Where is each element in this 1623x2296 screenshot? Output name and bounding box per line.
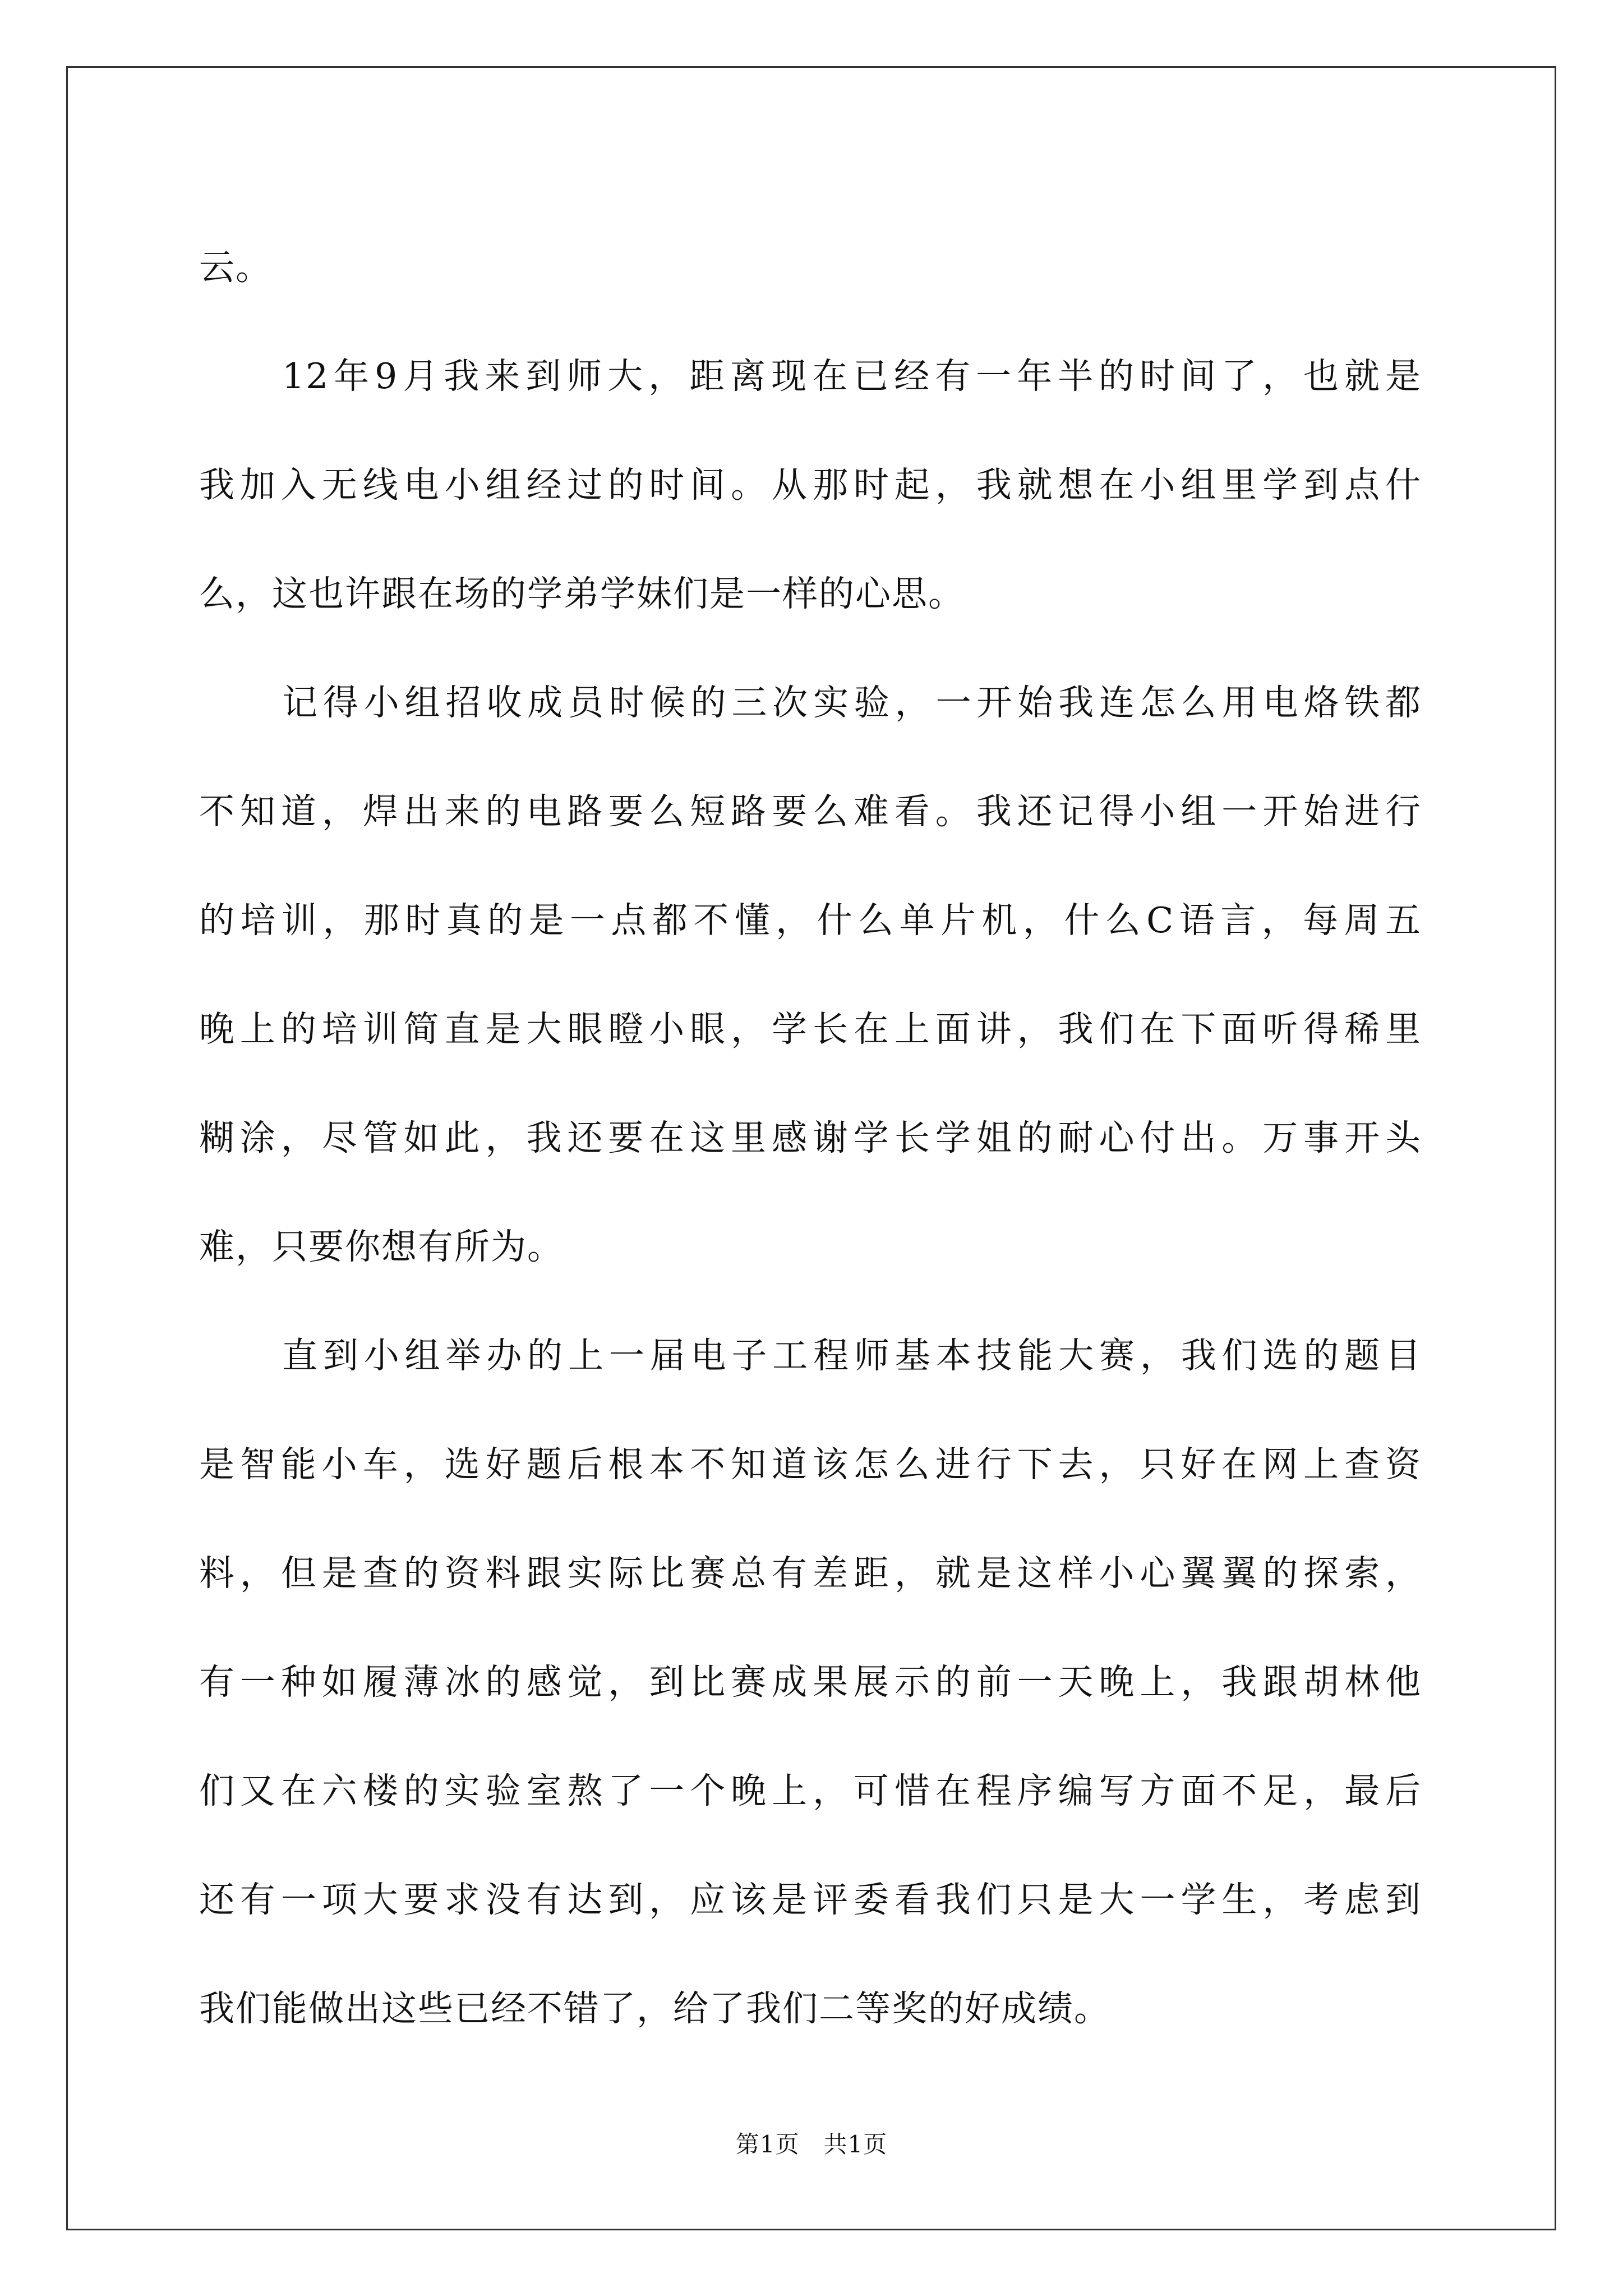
page-total: 共1页 (823, 2131, 888, 2158)
text-line: 是智能小车，选好题后根本不知道该怎么进行下去，只好在网上查资 (199, 1444, 1422, 1485)
page-footer (0, 2128, 1623, 2161)
text-line: 的培训，那时真的是一点都不懂，什么单片机，什么C语言，每周五 (199, 900, 1422, 941)
document-body (199, 213, 1422, 2063)
text-line: 还有一项大要求没有达到，应该是评委看我们只是大一学生，考虑到 (199, 1879, 1422, 1920)
text-line: 们又在六楼的实验室熬了一个晚上，可惜在程序编写方面不足，最后 (199, 1770, 1422, 1811)
page-number: 第1页 (735, 2131, 800, 2158)
text-line: 记得小组招收成员时候的三次实验，一开始我连怎么用电烙铁都 (282, 682, 1422, 723)
text-line: 难，只要你想有所为。 (199, 1226, 564, 1267)
text-line: 糊涂，尽管如此，我还要在这里感谢学长学姐的耐心付出。万事开头 (199, 1117, 1422, 1158)
text-line: 料，但是查的资料跟实际比赛总有差距，就是这样小心翼翼的探索， (199, 1553, 1422, 1594)
text-line: 不知道，焊出来的电路要么短路要么难看。我还记得小组一开始进行 (199, 791, 1422, 832)
footer-spacer (799, 2131, 823, 2158)
text-line: 12年9月我来到师大，距离现在已经有一年半的时间了，也就是 (282, 356, 1422, 397)
text-line: 有一种如履薄冰的感觉，到比赛成果展示的前一天晚上，我跟胡林他 (199, 1662, 1422, 1703)
text-line: 直到小组举办的上一届电子工程师基本技能大赛，我们选的题目 (282, 1335, 1422, 1376)
text-line: 么，这也许跟在场的学弟学妹们是一样的心思。 (199, 573, 965, 614)
text-line: 云。 (199, 247, 272, 288)
text-line: 我们能做出这些已经不错了，给了我们二等奖的好成绩。 (199, 1988, 1110, 2029)
text-line: 我加入无线电小组经过的时间。从那时起，我就想在小组里学到点什 (199, 464, 1422, 505)
text-line: 晚上的培训简直是大眼瞪小眼，学长在上面讲，我们在下面听得稀里 (199, 1009, 1422, 1050)
